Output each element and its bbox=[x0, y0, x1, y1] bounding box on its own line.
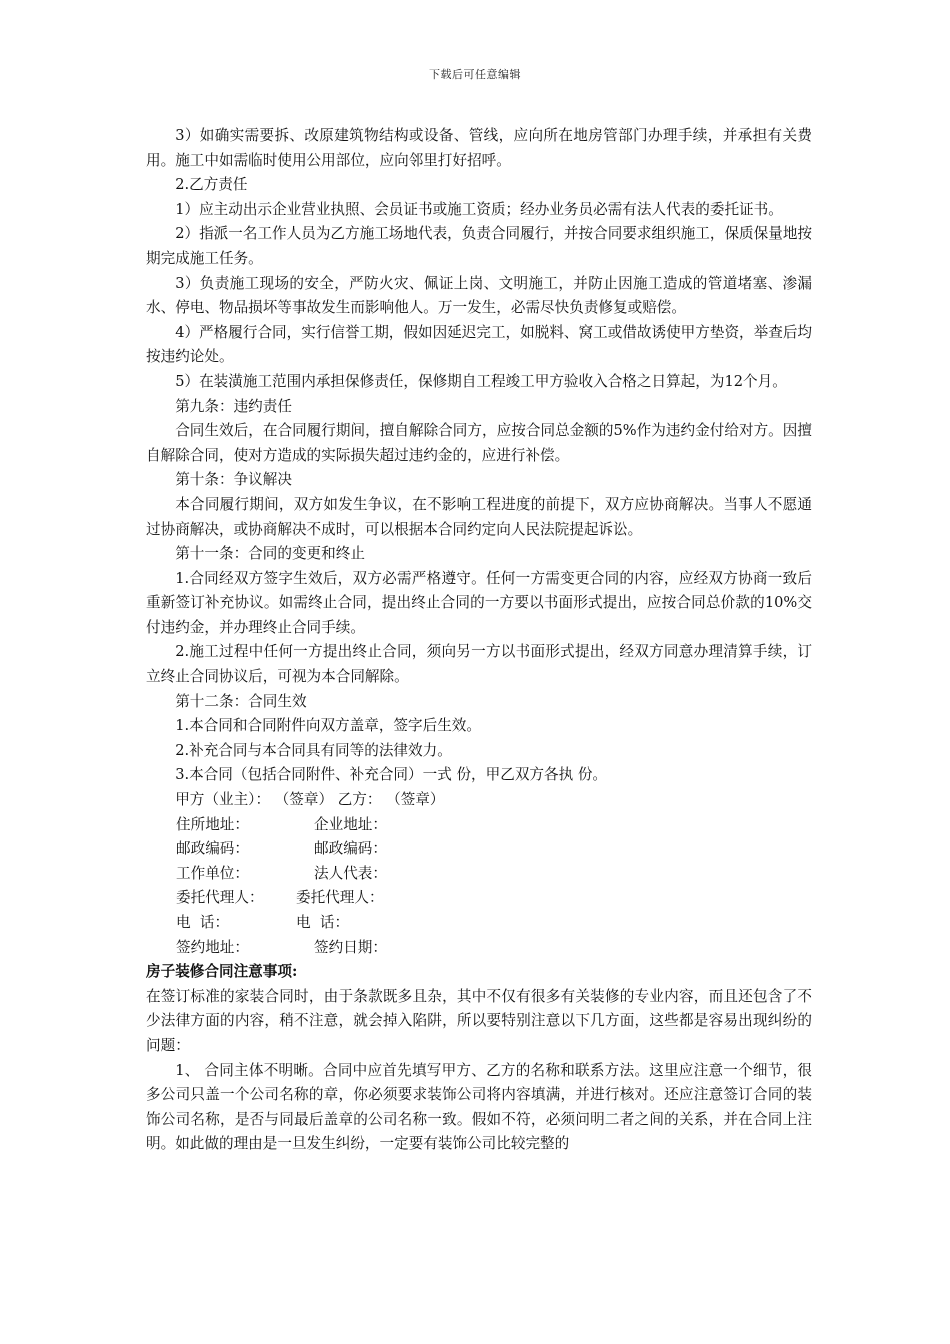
signature-label: 电 话： bbox=[296, 914, 350, 931]
signature-label: 法人代表： bbox=[314, 864, 387, 882]
notes-title: 房子装修合同注意事项: bbox=[146, 963, 298, 981]
signature-label: 住所地址： bbox=[176, 815, 249, 833]
paragraph: 3）负责施工现场的安全，严防火灾、佩证上岗、文明施工，并防止因施工造成的管道堵塞、渗漏水、停电、物品损坏等事故发生而影响他人。万一发生，必需尽快负责修复或赔偿。 bbox=[146, 274, 812, 317]
signature-label: 工作单位： bbox=[176, 864, 249, 882]
signature-label: 签约日期： bbox=[314, 938, 387, 956]
paragraph: 1.本合同和合同附件向双方盖章，签字后生效。 bbox=[175, 717, 481, 735]
paragraph: 5）在装潢施工范围内承担保修责任，保修期自工程竣工甲方验收入合格之日算起，为12个月。 bbox=[175, 372, 787, 390]
article-heading: 第十条：争议解决 bbox=[175, 471, 292, 489]
signature-row bbox=[146, 862, 812, 887]
signature-label: 企业地址： bbox=[314, 815, 387, 833]
signature-row bbox=[146, 886, 812, 911]
article-heading: 第十一条：合同的变更和终止 bbox=[175, 545, 365, 563]
paragraph: 本合同履行期间，双方如发生争议，在不影响工程进度的前提下，双方应协商解决。当事人不愿通过协商解决，或协商解决不成时，可以根据本合同约定向人民法院提起诉讼。 bbox=[146, 495, 812, 538]
signature-row bbox=[146, 911, 812, 936]
notes-item: 1、 合同主体不明晰。合同中应首先填写甲方、乙方的名称和联系方法。这里应注意一个细节，很多公司只盖一个公司名称的章，你必须要求装饰公司将内容填满，并进行核对。还应注意签订合同的装饰公司名称，是否与同最后盖章的公司名称一致。假如不符，必须问明二者之间的关系，并在合同上注明。如此做的理由是一旦发生纠纷，一定要有装饰公司比较完整的 bbox=[146, 1061, 812, 1153]
signature-label: 委托代理人： bbox=[296, 889, 384, 907]
signature-row bbox=[146, 936, 812, 961]
signature-label: 签约地址： bbox=[176, 938, 249, 956]
page-header: 下载后可任意编辑 bbox=[429, 68, 521, 81]
signature-label: 委托代理人： bbox=[176, 889, 264, 907]
paragraph: 2.施工过程中任何一方提出终止合同，须向另一方以书面形式提出，经双方同意办理清算手续，订立终止合同协议后，可视为本合同解除。 bbox=[146, 643, 812, 686]
paragraph: 3）如确实需要拆、改原建筑物结构或设备、管线，应向所在地房管部门办理手续，并承担有关费用。施工中如需临时使用公用部位，应向邻里打好招呼。 bbox=[146, 127, 812, 169]
signature-parties: 甲方（业主）： （签章） 乙方： （签章） bbox=[175, 791, 445, 809]
article-heading: 第十二条：合同生效 bbox=[175, 692, 307, 710]
paragraph: 1.合同经双方签字生效后，双方必需严格遵守。任何一方需变更合同的内容，应经双方协商一致后重新签订补充协议。如需终止合同，提出终止合同的一方要以书面形式提出，应按合同总价款的10%交付违约金，并办理终止合同手续。 bbox=[146, 569, 812, 636]
paragraph: 2）指派一名工作人员为乙方施工场地代表，负责合同履行，并按合同要求组织施工，保质保量地按期完成施工任务。 bbox=[146, 225, 813, 267]
signature-label: 邮政编码： bbox=[176, 840, 249, 858]
section-heading: 2.乙方责任 bbox=[175, 176, 248, 194]
signature-row bbox=[146, 837, 812, 862]
document-body bbox=[146, 124, 812, 1157]
paragraph: 1）应主动出示企业营业执照、会员证书或施工资质；经办业务员必需有法人代表的委托证书。 bbox=[175, 200, 783, 218]
notes-intro: 在签订标准的家装合同时，由于条款既多且杂，其中不仅有很多有关装修的专业内容，而且还包含了不少法律方面的内容，稍不注意，就会掉入陷阱，所以要特别注意以下几方面，这些都是容易出现纠纷的问题： bbox=[146, 987, 812, 1054]
signature-label: 电 话： bbox=[176, 914, 230, 931]
signature-label: 邮政编码： bbox=[314, 840, 387, 858]
paragraph: 2.补充合同与本合同具有同等的法律效力。 bbox=[175, 741, 452, 759]
signature-row bbox=[146, 813, 812, 838]
paragraph: 3.本合同（包括合同附件、补充合同）一式 份，甲乙双方各执 份。 bbox=[175, 766, 608, 784]
paragraph: 4）严格履行合同，实行信誉工期，假如因延迟完工，如脱料、窝工或借故诱使甲方垫资，举查后均按违约论处。 bbox=[146, 323, 813, 366]
signature-block bbox=[146, 788, 812, 960]
paragraph: 合同生效后，在合同履行期间，擅自解除合同方，应按合同总金额的5%作为违约金付给对方。因擅自解除合同，使对方造成的实际损失超过违约金的，应进行补偿。 bbox=[146, 422, 812, 464]
article-heading: 第九条：违约责任 bbox=[175, 397, 292, 415]
